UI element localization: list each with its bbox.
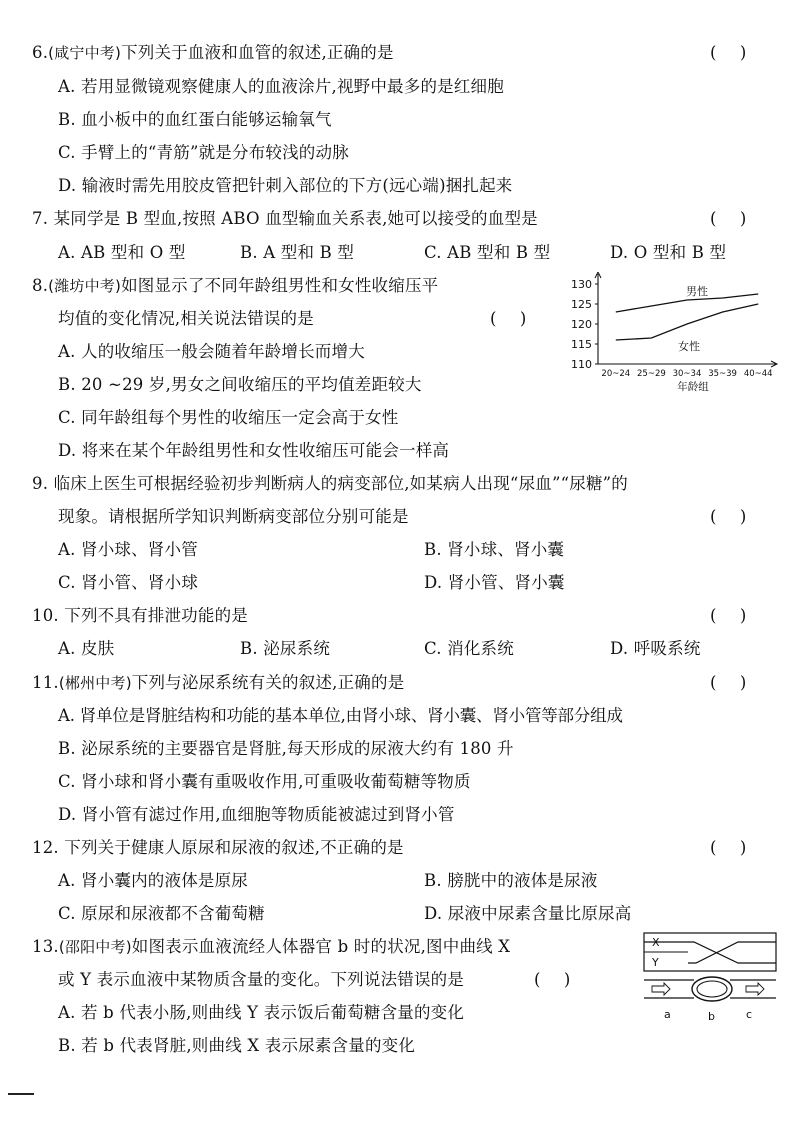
question-10-option-d: D. 呼吸系统 (610, 639, 701, 658)
question-13-stem-line2: 或 Y 表示血液中某物质含量的变化。下列说法错误的是 (58, 970, 465, 989)
segment-b-label: b (708, 1010, 715, 1023)
question-7-answer-bracket[interactable]: ( ) (710, 209, 747, 228)
x-tick-label: 35~39 (708, 369, 737, 379)
question-11-source: (郴州中考) (58, 674, 132, 692)
question-10-option-b: B. 泌尿系统 (240, 639, 331, 658)
curve-y-label: Y (652, 956, 659, 969)
question-11-stem: 11.(郴州中考)下列与泌尿系统有关的叙述,正确的是 (32, 673, 405, 692)
question-11-option-d: D. 肾小管有滤过作用,血细胞等物质能被滤过到肾小管 (58, 805, 455, 824)
question-6-option-d: D. 输液时需先用胶皮管把针刺入部位的下方(远心端)捆扎起来 (58, 176, 513, 195)
y-tick-label: 115 (571, 338, 592, 351)
question-6-stem: 6.(咸宁中考)下列关于血液和血管的叙述,正确的是 (32, 43, 394, 62)
question-13-source: (邵阳中考) (58, 938, 132, 956)
question-12-option-d: D. 尿液中尿素含量比原尿高 (424, 904, 632, 923)
question-8-stem-line2: 均值的变化情况,相关说法错误的是 (58, 309, 314, 328)
question-6-source: (咸宁中考) (48, 44, 122, 62)
x-tick-label: 20~24 (601, 369, 631, 379)
flow-arrow-out-icon (746, 983, 764, 995)
question-6-answer-bracket[interactable]: ( ) (710, 43, 747, 62)
question-8-stem: 8.(潍坊中考)如图显示了不同年龄组男性和女性收缩压平 (32, 276, 439, 295)
question-11-answer-bracket[interactable]: ( ) (710, 673, 747, 692)
y-tick-label: 120 (571, 318, 592, 331)
x-tick-label: 40~44 (743, 369, 773, 379)
legend-label-male: 男性 (686, 285, 708, 298)
y-tick-label: 130 (571, 278, 592, 291)
series-line-female (616, 304, 758, 340)
question-11-option-b: B. 泌尿系统的主要器官是肾脏,每天形成的尿液大约有 180 升 (58, 739, 514, 758)
question-7-option-c: C. AB 型和 B 型 (424, 243, 551, 262)
blood-flow-organ-diagram (638, 930, 782, 1026)
question-13-option-b: B. 若 b 代表肾脏,则曲线 X 表示尿素含量的变化 (58, 1036, 416, 1055)
question-11-option-c: C. 肾小球和肾小囊有重吸收作用,可重吸收葡萄糖等物质 (58, 772, 471, 791)
segment-a-label: a (664, 1008, 671, 1021)
question-7-option-d: D. O 型和 B 型 (610, 243, 727, 262)
question-9-stem-line1: 9. 临床上医生可根据经验初步判断病人的病变部位,如某病人出现“尿血”“尿糖”的 (32, 474, 628, 493)
question-11-option-a: A. 肾单位是肾脏结构和功能的基本单位,由肾小球、肾小囊、肾小管等部分组成 (58, 706, 623, 725)
question-13-stem: 13.(邵阳中考)如图表示血液流经人体器官 b 时的状况,图中曲线 X (32, 937, 511, 956)
legend-label-female: 女性 (678, 340, 700, 353)
question-9-answer-bracket[interactable]: ( ) (710, 507, 747, 526)
question-7-option-b: B. A 型和 B 型 (240, 243, 355, 262)
question-8-source: (潍坊中考) (48, 277, 122, 295)
question-9-stem-line2: 现象。请根据所学知识判断病变部位分别可能是 (58, 507, 409, 526)
x-tick-label: 30~34 (672, 369, 702, 379)
question-9-option-b: B. 肾小球、肾小囊 (424, 540, 565, 559)
question-9-option-a: A. 肾小球、肾小管 (58, 540, 198, 559)
question-13-answer-bracket[interactable]: ( ) (534, 970, 571, 989)
question-8-option-d: D. 将来在某个年龄组男性和女性收缩压可能会一样高 (58, 441, 450, 460)
page-footer-rule (8, 1093, 34, 1095)
y-tick-label: 110 (571, 358, 592, 371)
question-8-option-a: A. 人的收缩压一般会随着年龄增长而增大 (58, 342, 365, 361)
question-10-answer-bracket[interactable]: ( ) (710, 606, 747, 625)
blood-pressure-chart (560, 272, 782, 402)
question-12-option-a: A. 肾小囊内的液体是原尿 (58, 871, 249, 890)
question-7-stem: 7. 某同学是 B 型血,按照 ABO 血型输血关系表,她可以接受的血型是 (32, 209, 538, 228)
question-9-option-d: D. 肾小管、肾小囊 (424, 573, 565, 592)
question-6-option-c: C. 手臂上的“青筋”就是分布较浅的动脉 (58, 143, 349, 162)
question-6-option-a: A. 若用显微镜观察健康人的血液涂片,视野中最多的是红细胞 (58, 77, 504, 96)
flow-arrow-in-icon (652, 983, 670, 995)
y-tick-label: 125 (571, 298, 592, 311)
question-8-option-c: C. 同年龄组每个男性的收缩压一定会高于女性 (58, 408, 399, 427)
question-12-option-b: B. 膀胱中的液体是尿液 (424, 871, 598, 890)
question-12-answer-bracket[interactable]: ( ) (710, 838, 747, 857)
curve-x-label: X (652, 936, 660, 949)
segment-c-label: c (746, 1008, 753, 1021)
question-8-option-b: B. 20 ~29 岁,男女之间收缩压的平均值差距较大 (58, 375, 422, 394)
question-10-stem: 10. 下列不具有排泄功能的是 (32, 606, 248, 625)
question-12-option-c: C. 原尿和尿液都不含葡萄糖 (58, 904, 265, 923)
question-10-option-a: A. 皮肤 (58, 639, 115, 658)
question-7-option-a: A. AB 型和 O 型 (58, 243, 186, 262)
x-tick-label: 25~29 (637, 369, 666, 379)
question-13-option-a: A. 若 b 代表小肠,则曲线 Y 表示饭后葡萄糖含量的变化 (58, 1003, 465, 1022)
question-8-answer-bracket[interactable]: ( ) (490, 309, 527, 328)
question-10-option-c: C. 消化系统 (424, 639, 514, 658)
question-12-stem: 12. 下列关于健康人原尿和尿液的叙述,不正确的是 (32, 838, 404, 857)
x-axis-label: 年龄组 (677, 381, 709, 393)
question-9-option-c: C. 肾小管、肾小球 (58, 573, 199, 592)
question-6-option-b: B. 血小板中的血红蛋白能够运输氧气 (58, 110, 332, 129)
